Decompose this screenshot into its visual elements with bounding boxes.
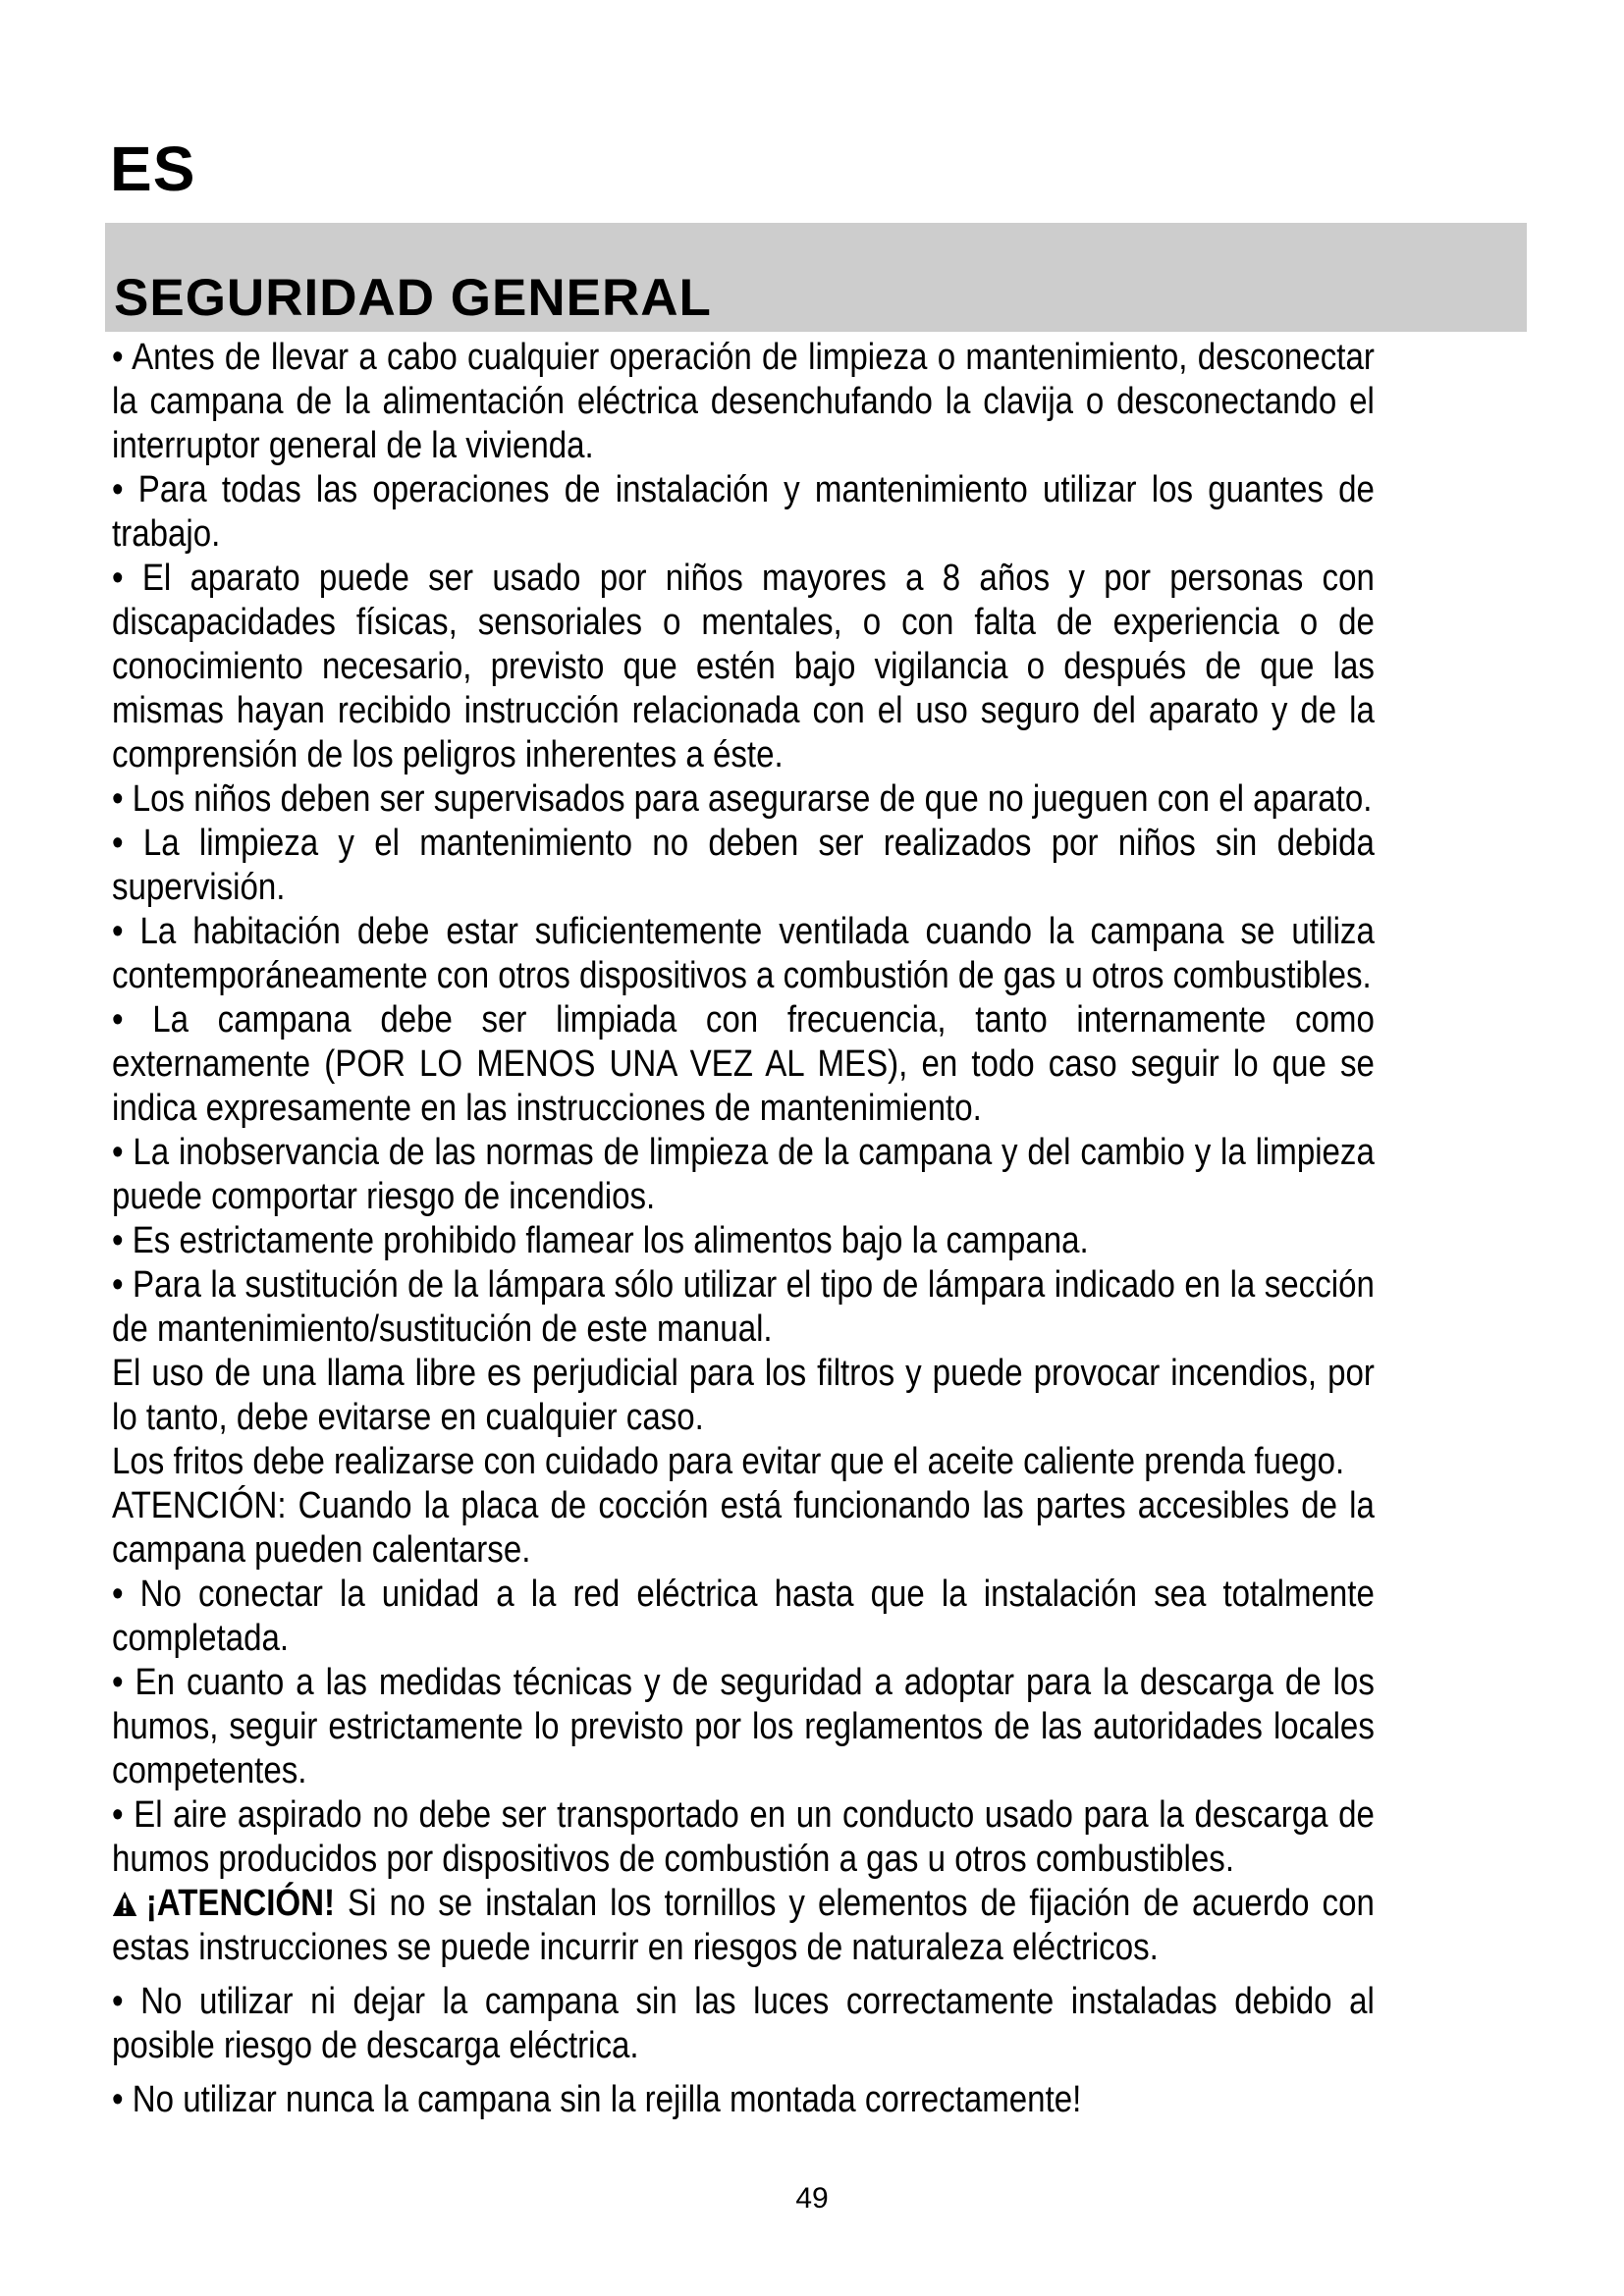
page-number: 49 xyxy=(795,2182,829,2215)
safety-paragraph: • La limpieza y el mantenimiento no deben ser realizados por niños sin debida supervisión. xyxy=(112,823,1375,908)
safety-paragraph: • La inobservancia de las normas de limpieza de la campana y del cambio y la limpieza puede comportar riesgo de incendios. xyxy=(112,1132,1375,1217)
safety-paragraph: • No utilizar ni dejar la campana sin las luces correctamente instaladas debido al posible riesgo de descarga eléctrica. xyxy=(112,1981,1375,2066)
warning-label: ¡ATENCIÓN! xyxy=(145,1883,336,1924)
safety-instructions-body xyxy=(112,336,1375,2122)
safety-paragraph: El uso de una llama libre es perjudicial para los filtros y puede provocar incendios, por lo tanto, debe evitarse en cualquier caso. xyxy=(112,1353,1375,1438)
safety-paragraph: • La campana debe ser limpiada con frecuencia, tanto internamente como externamente (POR LO MENOS UNA VEZ AL MES), en todo caso seguir lo que se indica expresamente en las instrucciones de mantenimiento. xyxy=(112,999,1375,1129)
safety-paragraph: • No utilizar nunca la campana sin la rejilla montada correctamente! xyxy=(112,2079,1082,2120)
safety-paragraph: • Es estrictamente prohibido flamear los alimentos bajo la campana. xyxy=(112,1220,1089,1261)
safety-paragraph: Los fritos debe realizarse con cuidado para evitar que el aceite caliente prenda fuego. xyxy=(112,1441,1345,1482)
language-code: ES xyxy=(110,133,196,204)
warning-paragraph xyxy=(112,1882,1375,1970)
safety-paragraph: • El aparato puede ser usado por niños mayores a 8 años y por personas con discapacidades físicas, sensoriales o mentales, o con falta de experiencia o de conocimiento necesario, previsto que estén bajo vigilancia o después de que las mismas hayan recibido instrucción relacionada con el uso seguro del aparato y de la comprensión de los peligros inherentes a éste. xyxy=(112,558,1375,775)
warning-triangle-icon xyxy=(112,1891,137,1917)
section-title: SEGURIDAD GENERAL xyxy=(114,269,712,327)
safety-paragraph: • La habitación debe estar suficientemente ventilada cuando la campana se utiliza contemporáneamente con otros dispositivos a combustión de gas u otros combustibles. xyxy=(112,911,1375,996)
section-header-band xyxy=(105,223,1527,332)
safety-paragraph: • Para todas las operaciones de instalación y mantenimiento utilizar los guantes de trabajo. xyxy=(112,469,1375,555)
safety-paragraph: • En cuanto a las medidas técnicas y de seguridad a adoptar para la descarga de los humos, seguir estrictamente lo previsto por los reglamentos de las autoridades locales competentes. xyxy=(112,1662,1375,1791)
safety-paragraph: • No conectar la unidad a la red eléctrica hasta que la instalación sea totalmente completada. xyxy=(112,1574,1375,1659)
safety-paragraph: • Antes de llevar a cabo cualquier operación de limpieza o mantenimiento, desconectar la campana de la alimentación eléctrica desenchufando la clavija o desconectando el interruptor general de la vivienda. xyxy=(112,337,1375,466)
safety-paragraph: • Los niños deben ser supervisados para asegurarse de que no jueguen con el aparato. xyxy=(112,778,1373,820)
safety-paragraph: • Para la sustitución de la lámpara sólo utilizar el tipo de lámpara indicado en la sección de mantenimiento/sustitución de este manual. xyxy=(112,1264,1375,1350)
warning-text: Si no se instalan los tornillos y elementos de fijación de acuerdo con estas instrucciones se puede incurrir en riesgos de naturaleza eléctricos. xyxy=(112,1883,1375,1968)
safety-paragraph: ATENCIÓN: Cuando la placa de cocción está funcionando las partes accesibles de la campana pueden calentarse. xyxy=(112,1485,1375,1571)
safety-paragraph: • El aire aspirado no debe ser transportado en un conducto usado para la descarga de humos producidos por dispositivos de combustión a gas u otros combustibles. xyxy=(112,1794,1375,1880)
